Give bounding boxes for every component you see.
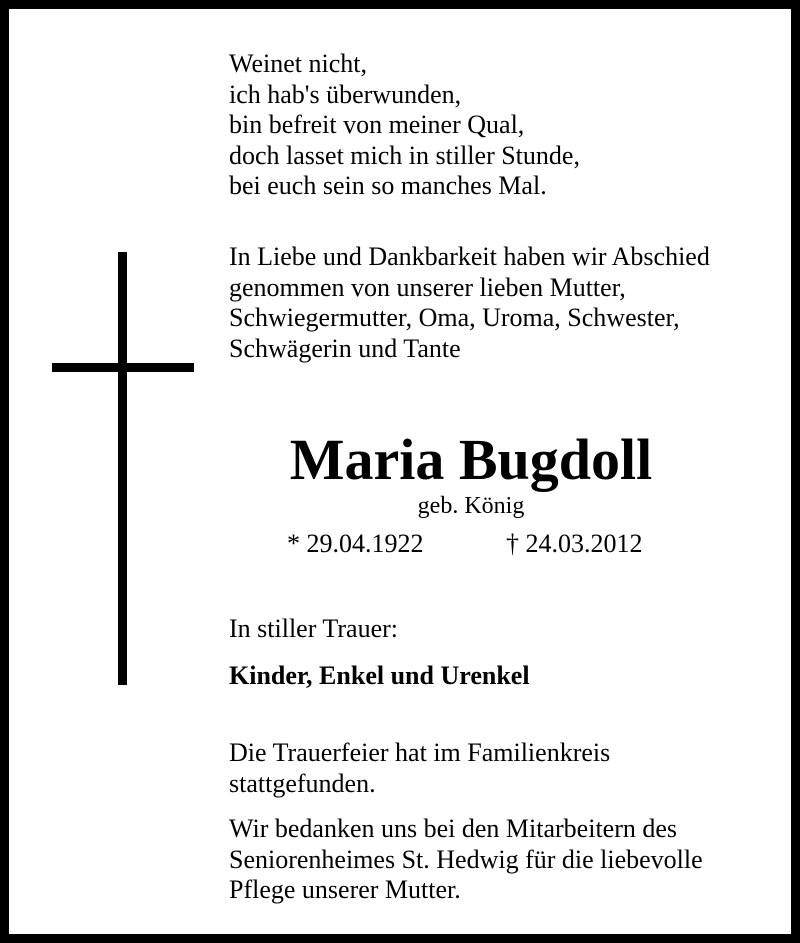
birth-date: * 29.04.1922 [287, 529, 424, 558]
poem-line: bin befreit von meiner Qual, [229, 110, 525, 139]
cross-icon-bar [52, 363, 194, 372]
poem-line: Weinet nicht, [229, 49, 367, 78]
poem-line: bei euch sein so manches Mal. [229, 171, 547, 200]
intro-line: genommen von unserer lieben Mutter, [229, 272, 626, 302]
cross-icon [118, 252, 127, 685]
ceremony-line: Die Trauerfeier hat im Familienkreis [229, 738, 611, 767]
ceremony-note [229, 738, 610, 799]
mourning-label: In stiller Trauer: [229, 614, 398, 643]
mourners: Kinder, Enkel und Urenkel [229, 661, 530, 690]
death-date: † 24.03.2012 [506, 529, 643, 558]
deceased-name: Maria Bugdoll [289, 427, 653, 492]
poem [229, 49, 580, 202]
intro-line: Schwägerin und Tante [229, 333, 461, 363]
thanks-line: Wir bedanken uns bei den Mitarbeitern des [229, 814, 678, 843]
maiden-name: geb. König [417, 493, 525, 519]
intro-line: Schwiegermutter, Oma, Uroma, Schwester, [229, 303, 680, 332]
poem-line: doch lasset mich in stiller Stunde, [229, 140, 580, 170]
thanks-line: Pflege unserer Mutter. [229, 875, 461, 904]
intro-line: In Liebe und Dankbarkeit haben wir Abschied [229, 242, 710, 271]
ceremony-line: stattgefunden. [229, 768, 376, 798]
intro-text [229, 242, 710, 364]
poem-line: ich hab's überwunden, [229, 79, 462, 109]
thanks-note [229, 814, 703, 906]
thanks-line: Seniorenheimes St. Hedwig für die liebevolle [229, 844, 703, 874]
